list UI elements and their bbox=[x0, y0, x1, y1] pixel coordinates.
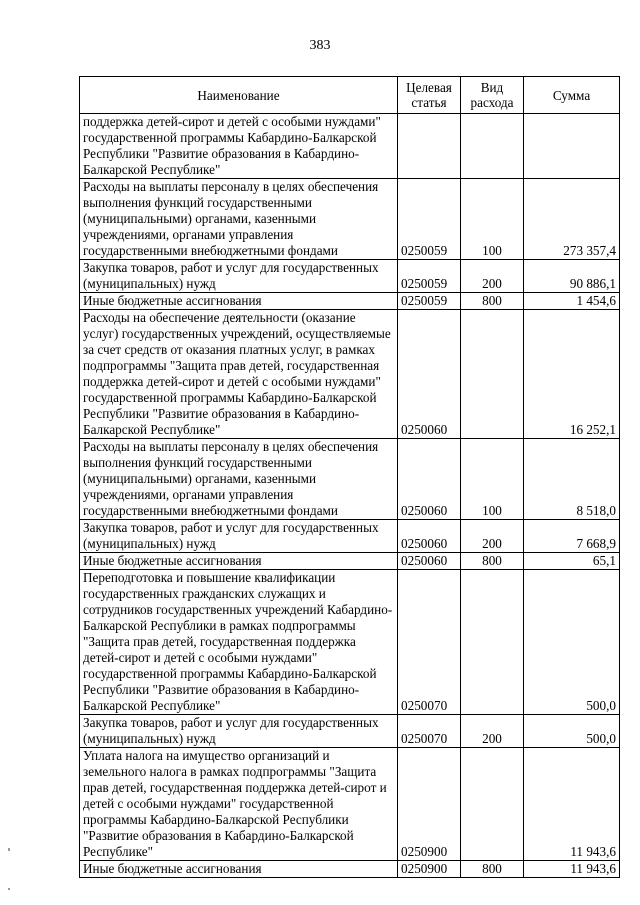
row-sum: 65,1 bbox=[524, 553, 620, 570]
header-sum: Сумма bbox=[524, 77, 620, 114]
table-row bbox=[80, 715, 620, 748]
budget-table bbox=[79, 76, 620, 878]
row-name: Иные бюджетные ассигнования bbox=[80, 293, 398, 310]
row-code bbox=[398, 114, 461, 179]
row-kind bbox=[461, 748, 524, 861]
scan-edge-mark bbox=[8, 888, 10, 890]
row-name: Расходы на выплаты персоналу в целях обеспечения выполнения функций государственными (муниципальными) органами, казенными учреждениями, органами управления государственными внебюджетными фондами bbox=[80, 439, 398, 520]
table-row bbox=[80, 260, 620, 293]
table-row bbox=[80, 520, 620, 553]
row-sum: 7 668,9 bbox=[524, 520, 620, 553]
row-name: Уплата налога на имущество организаций и земельного налога в рамках подпрограммы "Защита прав детей, государственная поддержка детей-сирот и детей с особыми нуждами" государственной программы Кабардино-Балкарской Республики "Развитие образования в Кабардино-Балкарской Республике" bbox=[80, 748, 398, 861]
row-kind: 100 bbox=[461, 179, 524, 260]
row-name: Иные бюджетные ассигнования bbox=[80, 861, 398, 878]
table-row bbox=[80, 293, 620, 310]
row-code: 0250060 bbox=[398, 310, 461, 439]
row-name: Переподготовка и повышение квалификации государственных гражданских служащих и сотрудников государственных учреждений Кабардино-Балкарской Республики в рамках подпрограммы "Защита прав детей, государственная поддержка детей-сирот и детей с особыми нуждами" государственной программы Кабардино-Балкарской Республики "Развитие образования в Кабардино-Балкарской Республике" bbox=[80, 570, 398, 715]
row-sum: 8 518,0 bbox=[524, 439, 620, 520]
table-row bbox=[80, 553, 620, 570]
row-code: 0250060 bbox=[398, 439, 461, 520]
row-name: Иные бюджетные ассигнования bbox=[80, 553, 398, 570]
table-row bbox=[80, 114, 620, 179]
table-row bbox=[80, 570, 620, 715]
row-code: 0250060 bbox=[398, 553, 461, 570]
row-sum: 11 943,6 bbox=[524, 861, 620, 878]
row-kind: 200 bbox=[461, 520, 524, 553]
row-code: 0250059 bbox=[398, 260, 461, 293]
row-name: поддержка детей-сирот и детей с особыми нуждами" государственной программы Кабардино-Балкарской Республики "Развитие образования в Кабардино-Балкарской Республике" bbox=[80, 114, 398, 179]
row-kind: 800 bbox=[461, 861, 524, 878]
table-row bbox=[80, 861, 620, 878]
table-row bbox=[80, 748, 620, 861]
header-name: Наименование bbox=[80, 77, 398, 114]
row-code: 0250060 bbox=[398, 520, 461, 553]
row-kind: 800 bbox=[461, 553, 524, 570]
row-code: 0250070 bbox=[398, 715, 461, 748]
row-kind: 800 bbox=[461, 293, 524, 310]
row-sum: 11 943,6 bbox=[524, 748, 620, 861]
row-sum: 500,0 bbox=[524, 715, 620, 748]
scan-edge-mark bbox=[8, 848, 10, 851]
row-name: Расходы на обеспечение деятельности (оказание услуг) государственных учреждений, осуществляемые за счет средств от оказания платных услуг, в рамках подпрограммы "Защита прав детей, государственная поддержка детей-сирот и детей с особыми нуждами" государственной программы Кабардино-Балкарской Республики "Развитие образования в Кабардино-Балкарской Республике" bbox=[80, 310, 398, 439]
row-kind: 200 bbox=[461, 260, 524, 293]
row-code: 0250059 bbox=[398, 179, 461, 260]
row-sum: 273 357,4 bbox=[524, 179, 620, 260]
row-sum: 90 886,1 bbox=[524, 260, 620, 293]
row-kind bbox=[461, 114, 524, 179]
row-sum bbox=[524, 114, 620, 179]
row-name: Расходы на выплаты персоналу в целях обеспечения выполнения функций государственными (муниципальными) органами, казенными учреждениями, органами управления государственными внебюджетными фондами bbox=[80, 179, 398, 260]
table-header-row bbox=[80, 77, 620, 114]
row-name: Закупка товаров, работ и услуг для государственных (муниципальных) нужд bbox=[80, 715, 398, 748]
row-kind bbox=[461, 310, 524, 439]
table-row bbox=[80, 179, 620, 260]
header-kind: Вид расхода bbox=[461, 77, 524, 114]
row-code: 0250900 bbox=[398, 748, 461, 861]
row-sum: 1 454,6 bbox=[524, 293, 620, 310]
table-row bbox=[80, 439, 620, 520]
row-code: 0250059 bbox=[398, 293, 461, 310]
row-kind: 200 bbox=[461, 715, 524, 748]
header-code: Целевая статья bbox=[398, 77, 461, 114]
row-name: Закупка товаров, работ и услуг для государственных (муниципальных) нужд bbox=[80, 520, 398, 553]
row-kind bbox=[461, 570, 524, 715]
page-number: 383 bbox=[309, 38, 331, 53]
row-code: 0250070 bbox=[398, 570, 461, 715]
row-kind: 100 bbox=[461, 439, 524, 520]
row-code: 0250900 bbox=[398, 861, 461, 878]
row-sum: 500,0 bbox=[524, 570, 620, 715]
row-sum: 16 252,1 bbox=[524, 310, 620, 439]
table-row bbox=[80, 310, 620, 439]
row-name: Закупка товаров, работ и услуг для государственных (муниципальных) нужд bbox=[80, 260, 398, 293]
